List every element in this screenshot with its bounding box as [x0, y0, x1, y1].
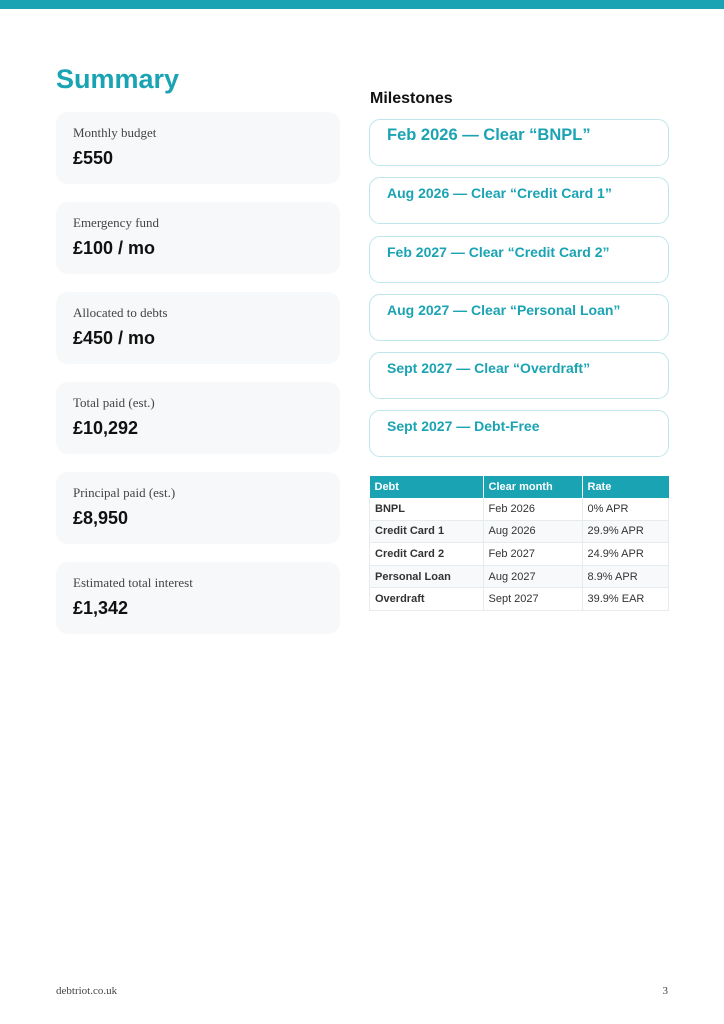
card-label: Emergency fund [73, 215, 160, 230]
summary-title: Summary [56, 64, 180, 94]
table-row [370, 565, 669, 588]
column-header-clear-month: Clear month [483, 476, 582, 498]
milestone-item: Feb 2027 — Clear “Credit Card 2” [369, 236, 669, 283]
footer-site-name: debtriot.co.uk [56, 985, 118, 997]
footer-page-number: 3 [662, 985, 668, 997]
milestone-item: Aug 2027 — Clear “Personal Loan” [369, 294, 669, 341]
summary-cards [56, 112, 340, 652]
card-value: £550 [73, 148, 114, 168]
cell-clear-month: Sept 2027 [483, 588, 582, 611]
cell-clear-month: Aug 2026 [483, 520, 582, 543]
cell-debt: Credit Card 2 [370, 543, 484, 566]
summary-card-total-paid [56, 382, 340, 454]
table-row [370, 520, 669, 543]
cell-debt: Overdraft [370, 588, 484, 611]
card-value: £100 / mo [73, 238, 156, 258]
milestone-item: Feb 2026 — Clear “BNPL” [369, 119, 669, 166]
cell-rate: 8.9% APR [582, 565, 669, 588]
summary-card-allocated-to-debts [56, 292, 340, 364]
card-label: Estimated total interest [73, 575, 193, 590]
column-header-rate: Rate [582, 476, 669, 498]
card-value: £450 / mo [73, 328, 156, 348]
cell-rate: 29.9% APR [582, 520, 669, 543]
debt-schedule-table [369, 476, 669, 611]
summary-card-emergency-fund [56, 202, 340, 274]
milestone-item: Sept 2027 — Clear “Overdraft” [369, 352, 669, 399]
table-row [370, 543, 669, 566]
card-label: Total paid (est.) [73, 395, 155, 410]
cell-debt: Credit Card 1 [370, 520, 484, 543]
summary-card-monthly-budget [56, 112, 340, 184]
table-header-row [370, 476, 669, 498]
column-header-debt: Debt [370, 476, 484, 498]
summary-card-principal-paid [56, 472, 340, 544]
card-label: Monthly budget [73, 125, 157, 140]
summary-card-total-interest [56, 562, 340, 634]
milestone-item: Aug 2026 — Clear “Credit Card 1” [369, 177, 669, 224]
cell-debt: BNPL [370, 498, 484, 520]
cell-rate: 0% APR [582, 498, 669, 520]
cell-clear-month: Aug 2027 [483, 565, 582, 588]
card-value: £8,950 [73, 508, 129, 528]
table-row [370, 498, 669, 520]
card-value: £1,342 [73, 598, 129, 618]
cell-rate: 24.9% APR [582, 543, 669, 566]
cell-rate: 39.9% EAR [582, 588, 669, 611]
card-label: Allocated to debts [73, 305, 168, 320]
milestones-title: Milestones [370, 90, 453, 107]
card-value: £10,292 [73, 418, 139, 438]
cell-clear-month: Feb 2027 [483, 543, 582, 566]
milestones-list [369, 119, 669, 469]
cell-debt: Personal Loan [370, 565, 484, 588]
cell-clear-month: Feb 2026 [483, 498, 582, 520]
top-accent-bar [0, 0, 724, 9]
card-label: Principal paid (est.) [73, 485, 176, 500]
table-row [370, 588, 669, 611]
milestone-item-debt-free: Sept 2027 — Debt-Free [369, 410, 669, 457]
